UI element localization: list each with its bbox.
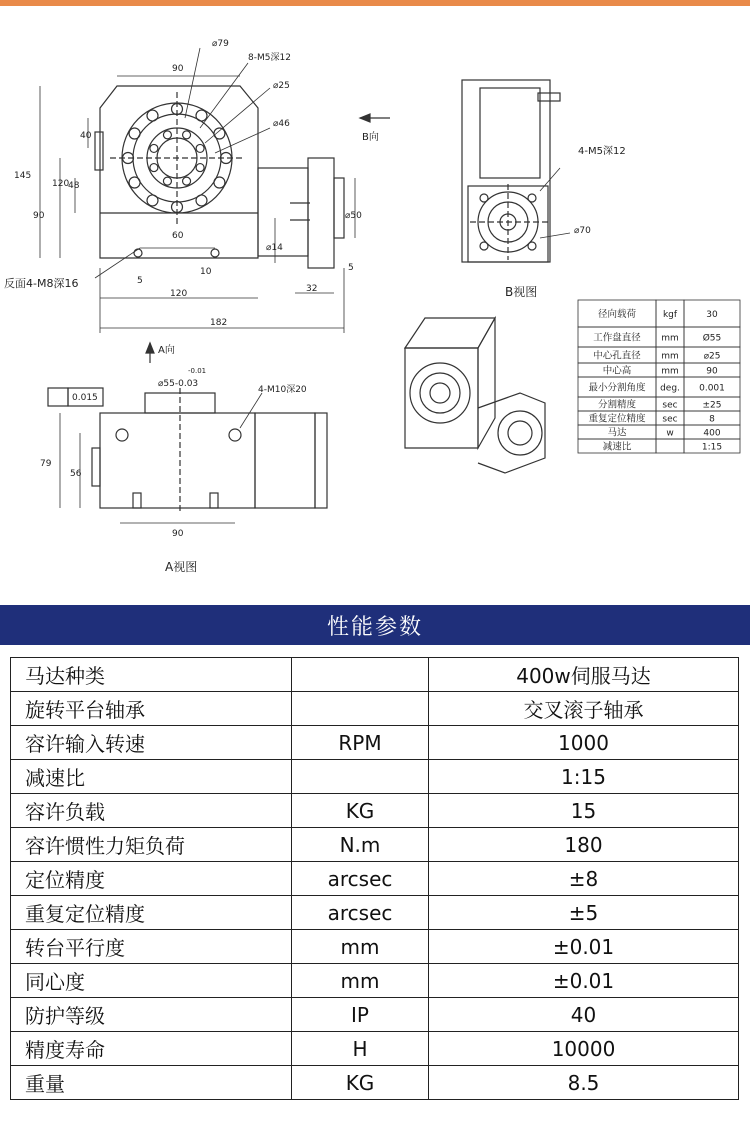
spec-name: 最小分割角度 — [588, 382, 646, 394]
param-value: ±0.01 — [429, 930, 739, 964]
dim-reverse-m8: 反面4-M8深16 — [4, 277, 79, 290]
param-name: 重量 — [11, 1066, 292, 1100]
param-unit: arcsec — [292, 896, 429, 930]
spec-name: 中心高 — [602, 365, 632, 377]
spec-value: 8 — [709, 414, 715, 425]
param-value: 交叉滚子轴承 — [429, 692, 739, 726]
arrow-b-label: B向 — [362, 132, 379, 143]
param-unit — [292, 692, 429, 726]
spec-unit: sec — [662, 414, 678, 425]
param-name: 重复定位精度 — [11, 896, 292, 930]
spec-value: ⌀25 — [703, 351, 721, 362]
performance-row — [11, 828, 739, 862]
param-unit: arcsec — [292, 862, 429, 896]
dim-40: 40 — [80, 131, 92, 141]
b-view-dia-label: ⌀70 — [574, 226, 591, 236]
a-view-caption: A视图 — [165, 560, 198, 574]
performance-row — [11, 794, 739, 828]
param-name: 同心度 — [11, 964, 292, 998]
performance-row — [11, 896, 739, 930]
spec-name: 重复定位精度 — [588, 413, 646, 425]
param-name: 防护等级 — [11, 998, 292, 1032]
param-unit: IP — [292, 998, 429, 1032]
a-view-holes: 4-M10深20 — [258, 385, 307, 395]
dim-d50: ⌀50 — [345, 211, 362, 221]
performance-row — [11, 1032, 739, 1066]
isometric-view — [405, 318, 545, 473]
performance-row — [11, 998, 739, 1032]
inner-hole — [183, 177, 191, 185]
dim-90-top: 90 — [172, 64, 184, 74]
param-value: 8.5 — [429, 1066, 739, 1100]
mount-hole — [129, 177, 140, 188]
mount-hole — [214, 177, 225, 188]
spec-value: 400 — [703, 428, 721, 439]
param-value: 1:15 — [429, 760, 739, 794]
performance-row — [11, 930, 739, 964]
mount-hole — [214, 128, 225, 139]
dim-d79: ⌀79 — [212, 39, 229, 49]
mount-hole — [147, 110, 158, 121]
param-unit: mm — [292, 930, 429, 964]
performance-row — [11, 658, 739, 692]
spec-unit: kgf — [662, 310, 678, 320]
dim-120-v: 120 — [52, 179, 70, 189]
spec-unit: deg. — [660, 383, 680, 394]
dim-145: 145 — [14, 171, 32, 181]
spec-unit: mm — [661, 351, 679, 362]
param-unit: KG — [292, 1066, 429, 1100]
performance-row — [11, 760, 739, 794]
performance-table — [10, 657, 739, 1100]
param-unit: KG — [292, 794, 429, 828]
dim-5-right: 5 — [348, 263, 354, 273]
inner-hole — [196, 164, 204, 172]
spec-unit: mm — [661, 366, 679, 377]
spec-table — [578, 300, 740, 453]
spec-name: 减速比 — [602, 441, 632, 453]
inner-hole — [163, 177, 171, 185]
spec-name: 分割精度 — [597, 399, 637, 411]
dim-8-m5: 8-M5深12 — [248, 53, 291, 63]
param-unit: N.m — [292, 828, 429, 862]
mount-hole — [196, 195, 207, 206]
inner-hole — [150, 164, 158, 172]
performance-row — [11, 964, 739, 998]
param-unit: RPM — [292, 726, 429, 760]
inner-hole — [196, 144, 204, 152]
param-value: 15 — [429, 794, 739, 828]
a-view-tolerance: -0.01 — [188, 367, 207, 375]
section-banner — [0, 605, 750, 645]
a-view-h56: 56 — [70, 469, 82, 479]
spec-value: ±25 — [702, 400, 722, 411]
param-name: 容许输入转速 — [11, 726, 292, 760]
dim-120-h: 120 — [170, 289, 188, 299]
param-name: 转台平行度 — [11, 930, 292, 964]
dim-48: 48 — [68, 181, 80, 191]
a-view-dia: ⌀55-0.03 — [158, 379, 199, 389]
mount-hole — [147, 195, 158, 206]
base-hole — [211, 249, 219, 257]
b-view-holes-label: 4-M5深12 — [578, 146, 626, 157]
spec-value: Ø55 — [702, 333, 722, 344]
mount-hole — [196, 110, 207, 121]
arrow-a-label: A向 — [158, 345, 175, 356]
performance-row — [11, 726, 739, 760]
param-unit: mm — [292, 964, 429, 998]
dim-5-left: 5 — [137, 276, 143, 286]
param-name: 减速比 — [11, 760, 292, 794]
param-value: 1000 — [429, 726, 739, 760]
dim-90-v: 90 — [33, 211, 45, 221]
param-unit: H — [292, 1032, 429, 1066]
dim-d25: ⌀25 — [273, 81, 290, 91]
spec-value: 1:15 — [701, 442, 723, 453]
param-name: 旋转平台轴承 — [11, 692, 292, 726]
param-value: 400w伺服马达 — [429, 658, 739, 692]
spec-name: 马达 — [607, 427, 627, 439]
param-name: 马达种类 — [11, 658, 292, 692]
top-view-turntable — [110, 92, 244, 224]
inner-hole — [183, 131, 191, 139]
dim-d14: ⌀14 — [266, 243, 283, 253]
param-unit — [292, 658, 429, 692]
param-name: 定位精度 — [11, 862, 292, 896]
base-hole — [134, 249, 142, 257]
param-value: ±0.01 — [429, 964, 739, 998]
param-name: 精度寿命 — [11, 1032, 292, 1066]
a-view — [48, 388, 327, 523]
spec-unit: mm — [661, 333, 679, 344]
performance-row — [11, 1066, 739, 1100]
spec-name: 工作盘直径 — [593, 332, 641, 344]
param-value: 10000 — [429, 1032, 739, 1066]
dim-60: 60 — [172, 231, 184, 241]
spec-value: 90 — [706, 366, 718, 377]
spec-value: 0.001 — [699, 383, 725, 394]
inner-hole — [150, 144, 158, 152]
performance-row — [11, 692, 739, 726]
a-view-h79: 79 — [40, 459, 52, 469]
param-value: ±5 — [429, 896, 739, 930]
technical-drawing — [0, 8, 750, 600]
top-accent-line — [0, 0, 750, 6]
param-value: 180 — [429, 828, 739, 862]
dim-d46: ⌀46 — [273, 119, 290, 129]
dim-182: 182 — [210, 318, 228, 328]
param-value: 40 — [429, 998, 739, 1032]
param-unit — [292, 760, 429, 794]
a-view-w90: 90 — [172, 529, 184, 539]
dim-32: 32 — [306, 284, 318, 294]
spec-unit: sec — [662, 400, 678, 411]
b-view-caption: B视图 — [505, 285, 538, 299]
spec-name: 中心孔直径 — [593, 350, 641, 362]
a-view-flatness: 0.015 — [72, 393, 98, 403]
section-title: 性能参数 — [326, 614, 423, 640]
b-view — [462, 80, 570, 262]
spec-name: 径向载荷 — [597, 309, 637, 320]
inner-hole — [163, 131, 171, 139]
dim-10: 10 — [200, 267, 212, 277]
param-value: ±8 — [429, 862, 739, 896]
performance-row — [11, 862, 739, 896]
mount-hole — [129, 128, 140, 139]
param-name: 容许惯性力矩负荷 — [11, 828, 292, 862]
spec-value: 30 — [706, 310, 718, 320]
spec-unit: w — [666, 428, 674, 439]
param-name: 容许负载 — [11, 794, 292, 828]
